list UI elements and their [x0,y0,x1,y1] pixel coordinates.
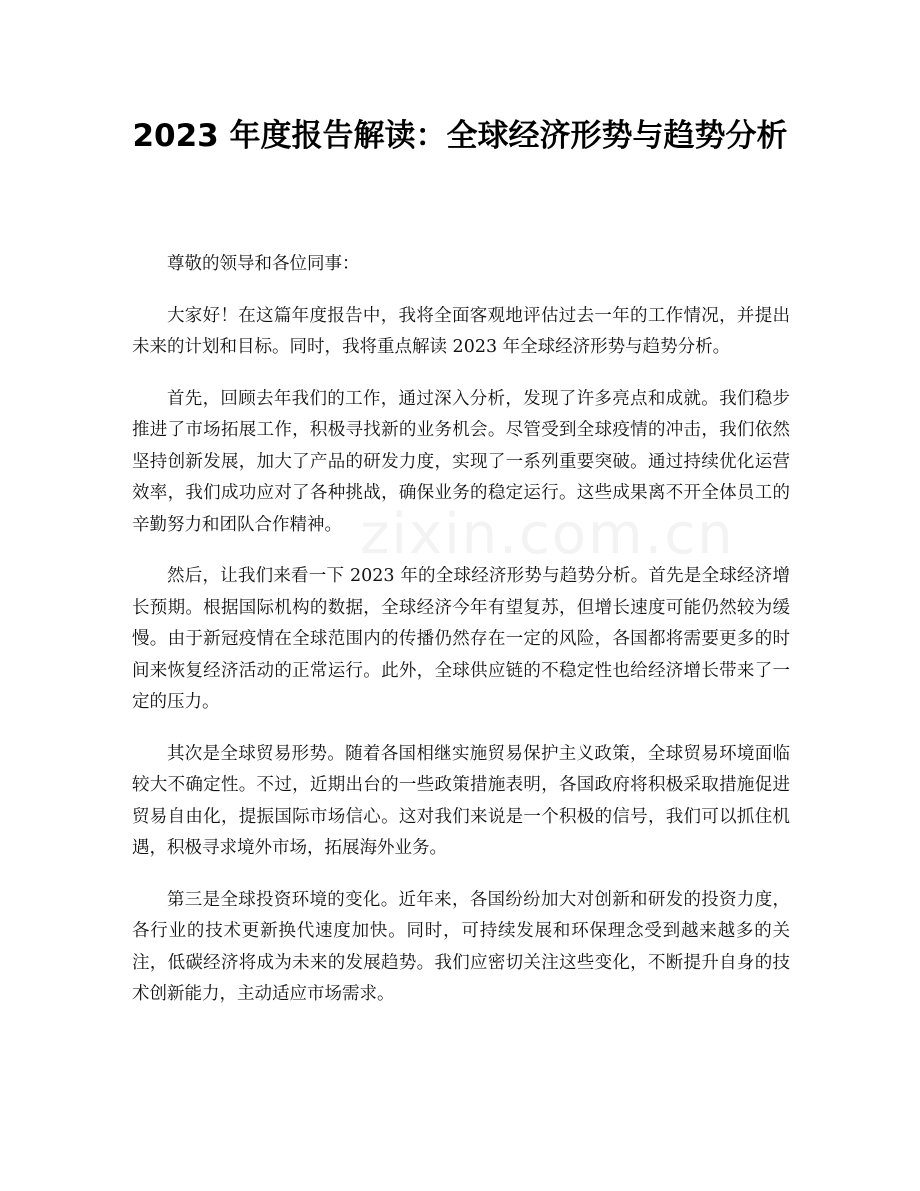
paragraph-review: 首先，回顾去年我们的工作，通过深入分析，发现了许多亮点和成就。我们稳步推进了市场拓展工作，积极寻找新的业务机会。尽管受到全球疫情的冲击，我们依然坚持创新发展，加大了产品的研发力度，实现了一系列重要突破。通过持续优化运营效率，我们成功应对了各种挑战，确保业务的稳定运行。这些成果离不开全体员工的辛勤努力和团队合作精神。 [132,388,790,535]
paragraph-investment: 第三是全球投资环境的变化。近年来，各国纷纷加大对创新和研发的投资力度，各行业的技术更新换代速度加快。同时，可持续发展和环保理念受到越来越多的关注，低碳经济将成为未来的发展趋势。我们应密切关注这些变化，不断提升自身的技术创新能力，主动适应市场需求。 [132,889,790,1004]
watermark: zixin.com.cn [360,502,735,567]
greeting: 尊敬的领导和各位同事： [167,254,360,274]
paragraph-economy: 然后，让我们来看一下 2023 年的全球经济形势与趋势分析。首先是全球经济增长预期。根据国际机构的数据，全球经济今年有望复苏，但增长速度可能仍然较为缓慢。由于新冠疫情在全球范围内的传播仍然存在一定的风险，各国都将需要更多的时间来恢复经济活动的正常运行。此外，全球供应链的不稳定性也给经济增长带来了一定的压力。 [132,566,790,712]
paragraph-intro: 大家好！在这篇年度报告中，我将全面客观地评估过去一年的工作情况，并提出未来的计划和目标。同时，我将重点解读 2023 年全球经济形势与趋势分析。 [132,305,790,357]
paragraph-trade: 其次是全球贸易形势。随着各国相继实施贸易保护主义政策，全球贸易环境面临较大不确定性。不过，近期出台的一些政策措施表明，各国政府将积极采取措施促进贸易自由化，提振国际市场信心。这对我们来说是一个积极的信号，我们可以抓住机遇，积极寻求境外市场，拓展海外业务。 [132,743,790,858]
document-title: 2023 年度报告解读：全球经济形势与趋势分析 [132,118,788,154]
document-body [132,249,790,1031]
